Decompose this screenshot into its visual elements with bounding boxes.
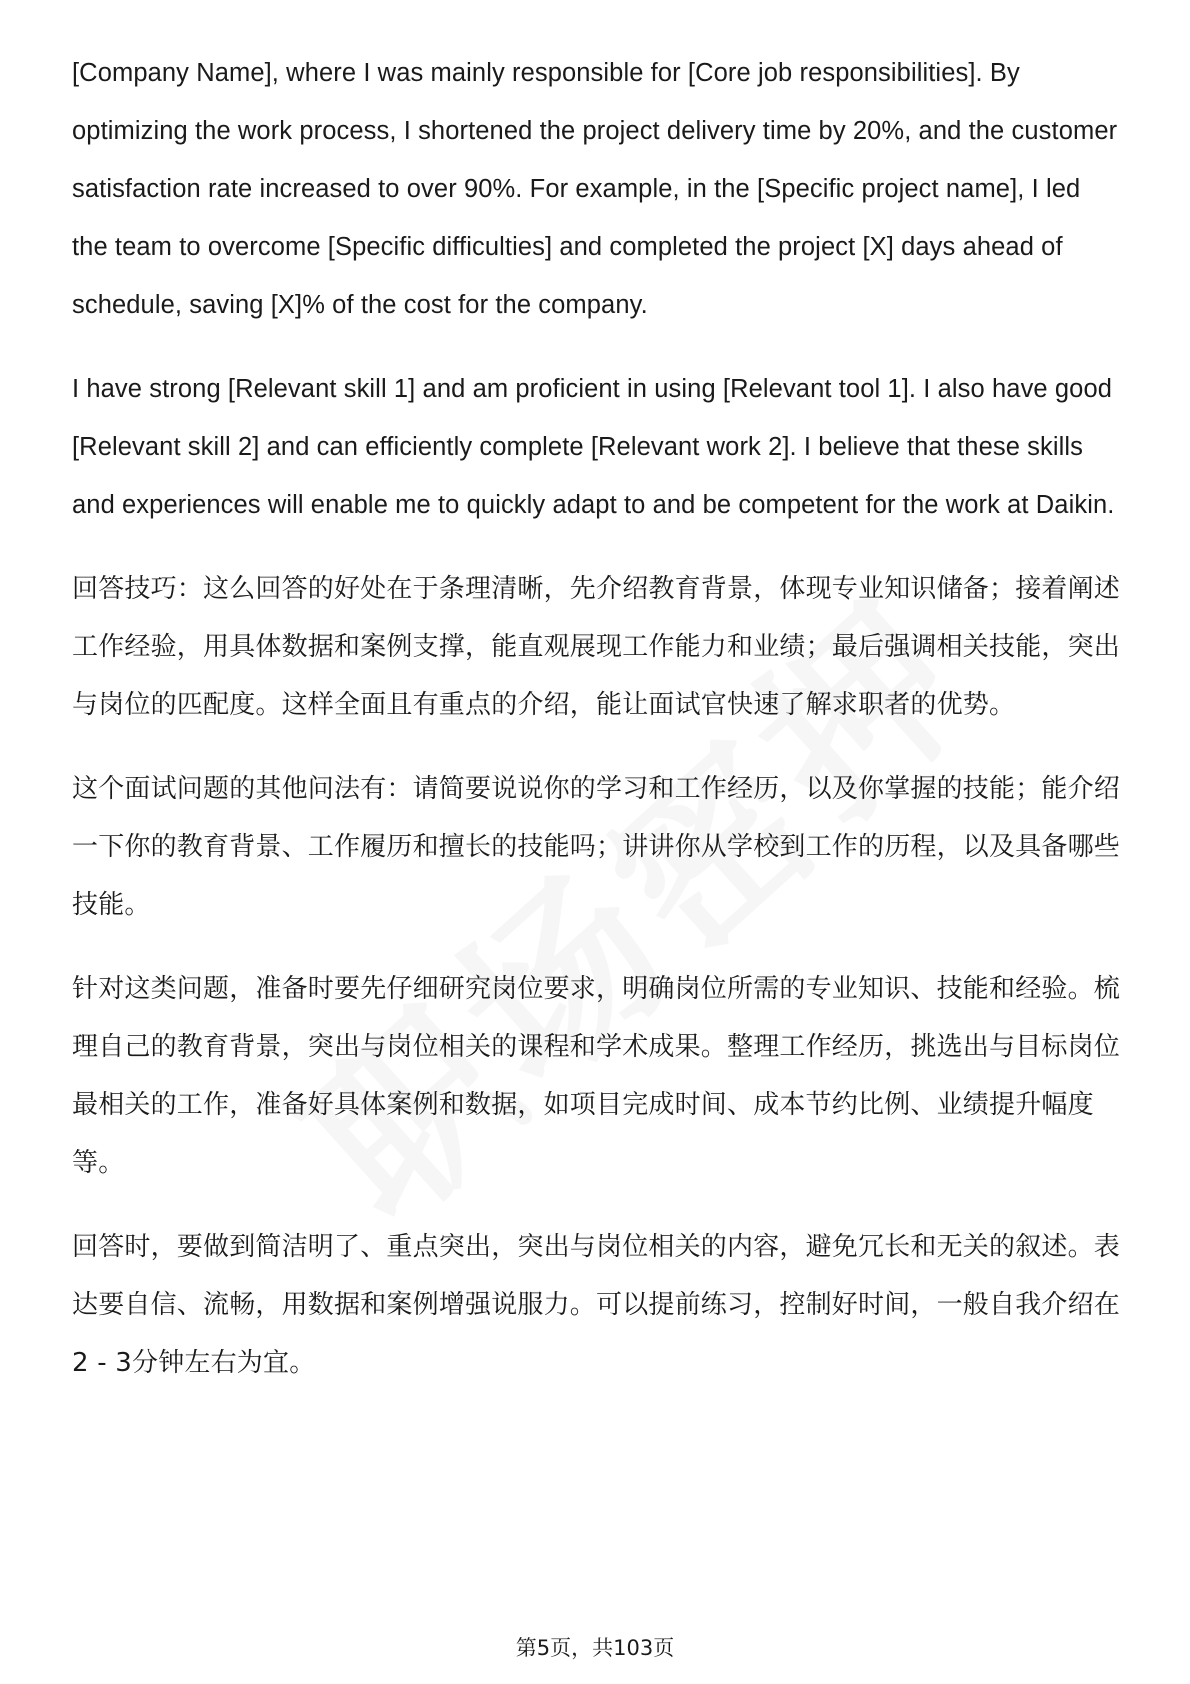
- paragraph-answering-advice: 回答时，要做到简洁明了、重点突出，突出与岗位相关的内容，避免冗长和无关的叙述。表达要自信、流畅，用数据和案例增强说服力。可以提前练习，控制好时间，一般自我介绍在2 - 3分钟左右为宜。: [72, 1232, 1121, 1378]
- page-number-footer: 第5页，共103页: [515, 1636, 675, 1660]
- document-body: [72, 44, 1122, 1418]
- paragraph-work-experience: [Company Name], where I was mainly responsible for [Core job responsibilities]. By optimizing the work process, I shortened the project delivery time by 20%, and the customer satisfaction rate increased to over 90%. For example, in the [Specific project name], I led the team to overcome [Specific difficulties] and completed the project [X] days ahead of schedule, saving [X]% of the cost for the company.: [72, 59, 1118, 319]
- paragraph-skills: I have strong [Relevant skill 1] and am proficient in using [Relevant tool 1]. I also have good [Relevant skill 2] and can efficiently complete [Relevant work 2]. I believe that these skills and experiences will enable me to quickly adapt to and be competent for the work at Daikin.: [72, 375, 1115, 519]
- paragraph-preparation: 针对这类问题，准备时要先仔细研究岗位要求，明确岗位所需的专业知识、技能和经验。梳理自己的教育背景，突出与岗位相关的课程和学术成果。整理工作经历，挑选出与目标岗位最相关的工作，准备好具体案例和数据，如项目完成时间、成本节约比例、业绩提升幅度等。: [72, 974, 1121, 1178]
- paragraph-alternative-questions: 这个面试问题的其他问法有：请简要说说你的学习和工作经历，以及你掌握的技能；能介绍一下你的教育背景、工作履历和擅长的技能吗；讲讲你从学校到工作的历程，以及具备哪些技能。: [72, 774, 1121, 920]
- paragraph-answer-tips: 回答技巧：这么回答的好处在于条理清晰，先介绍教育背景，体现专业知识储备；接着阐述工作经验，用具体数据和案例支撑，能直观展现工作能力和业绩；最后强调相关技能，突出与岗位的匹配度。这样全面且有重点的介绍，能让面试官快速了解求职者的优势。: [72, 574, 1121, 720]
